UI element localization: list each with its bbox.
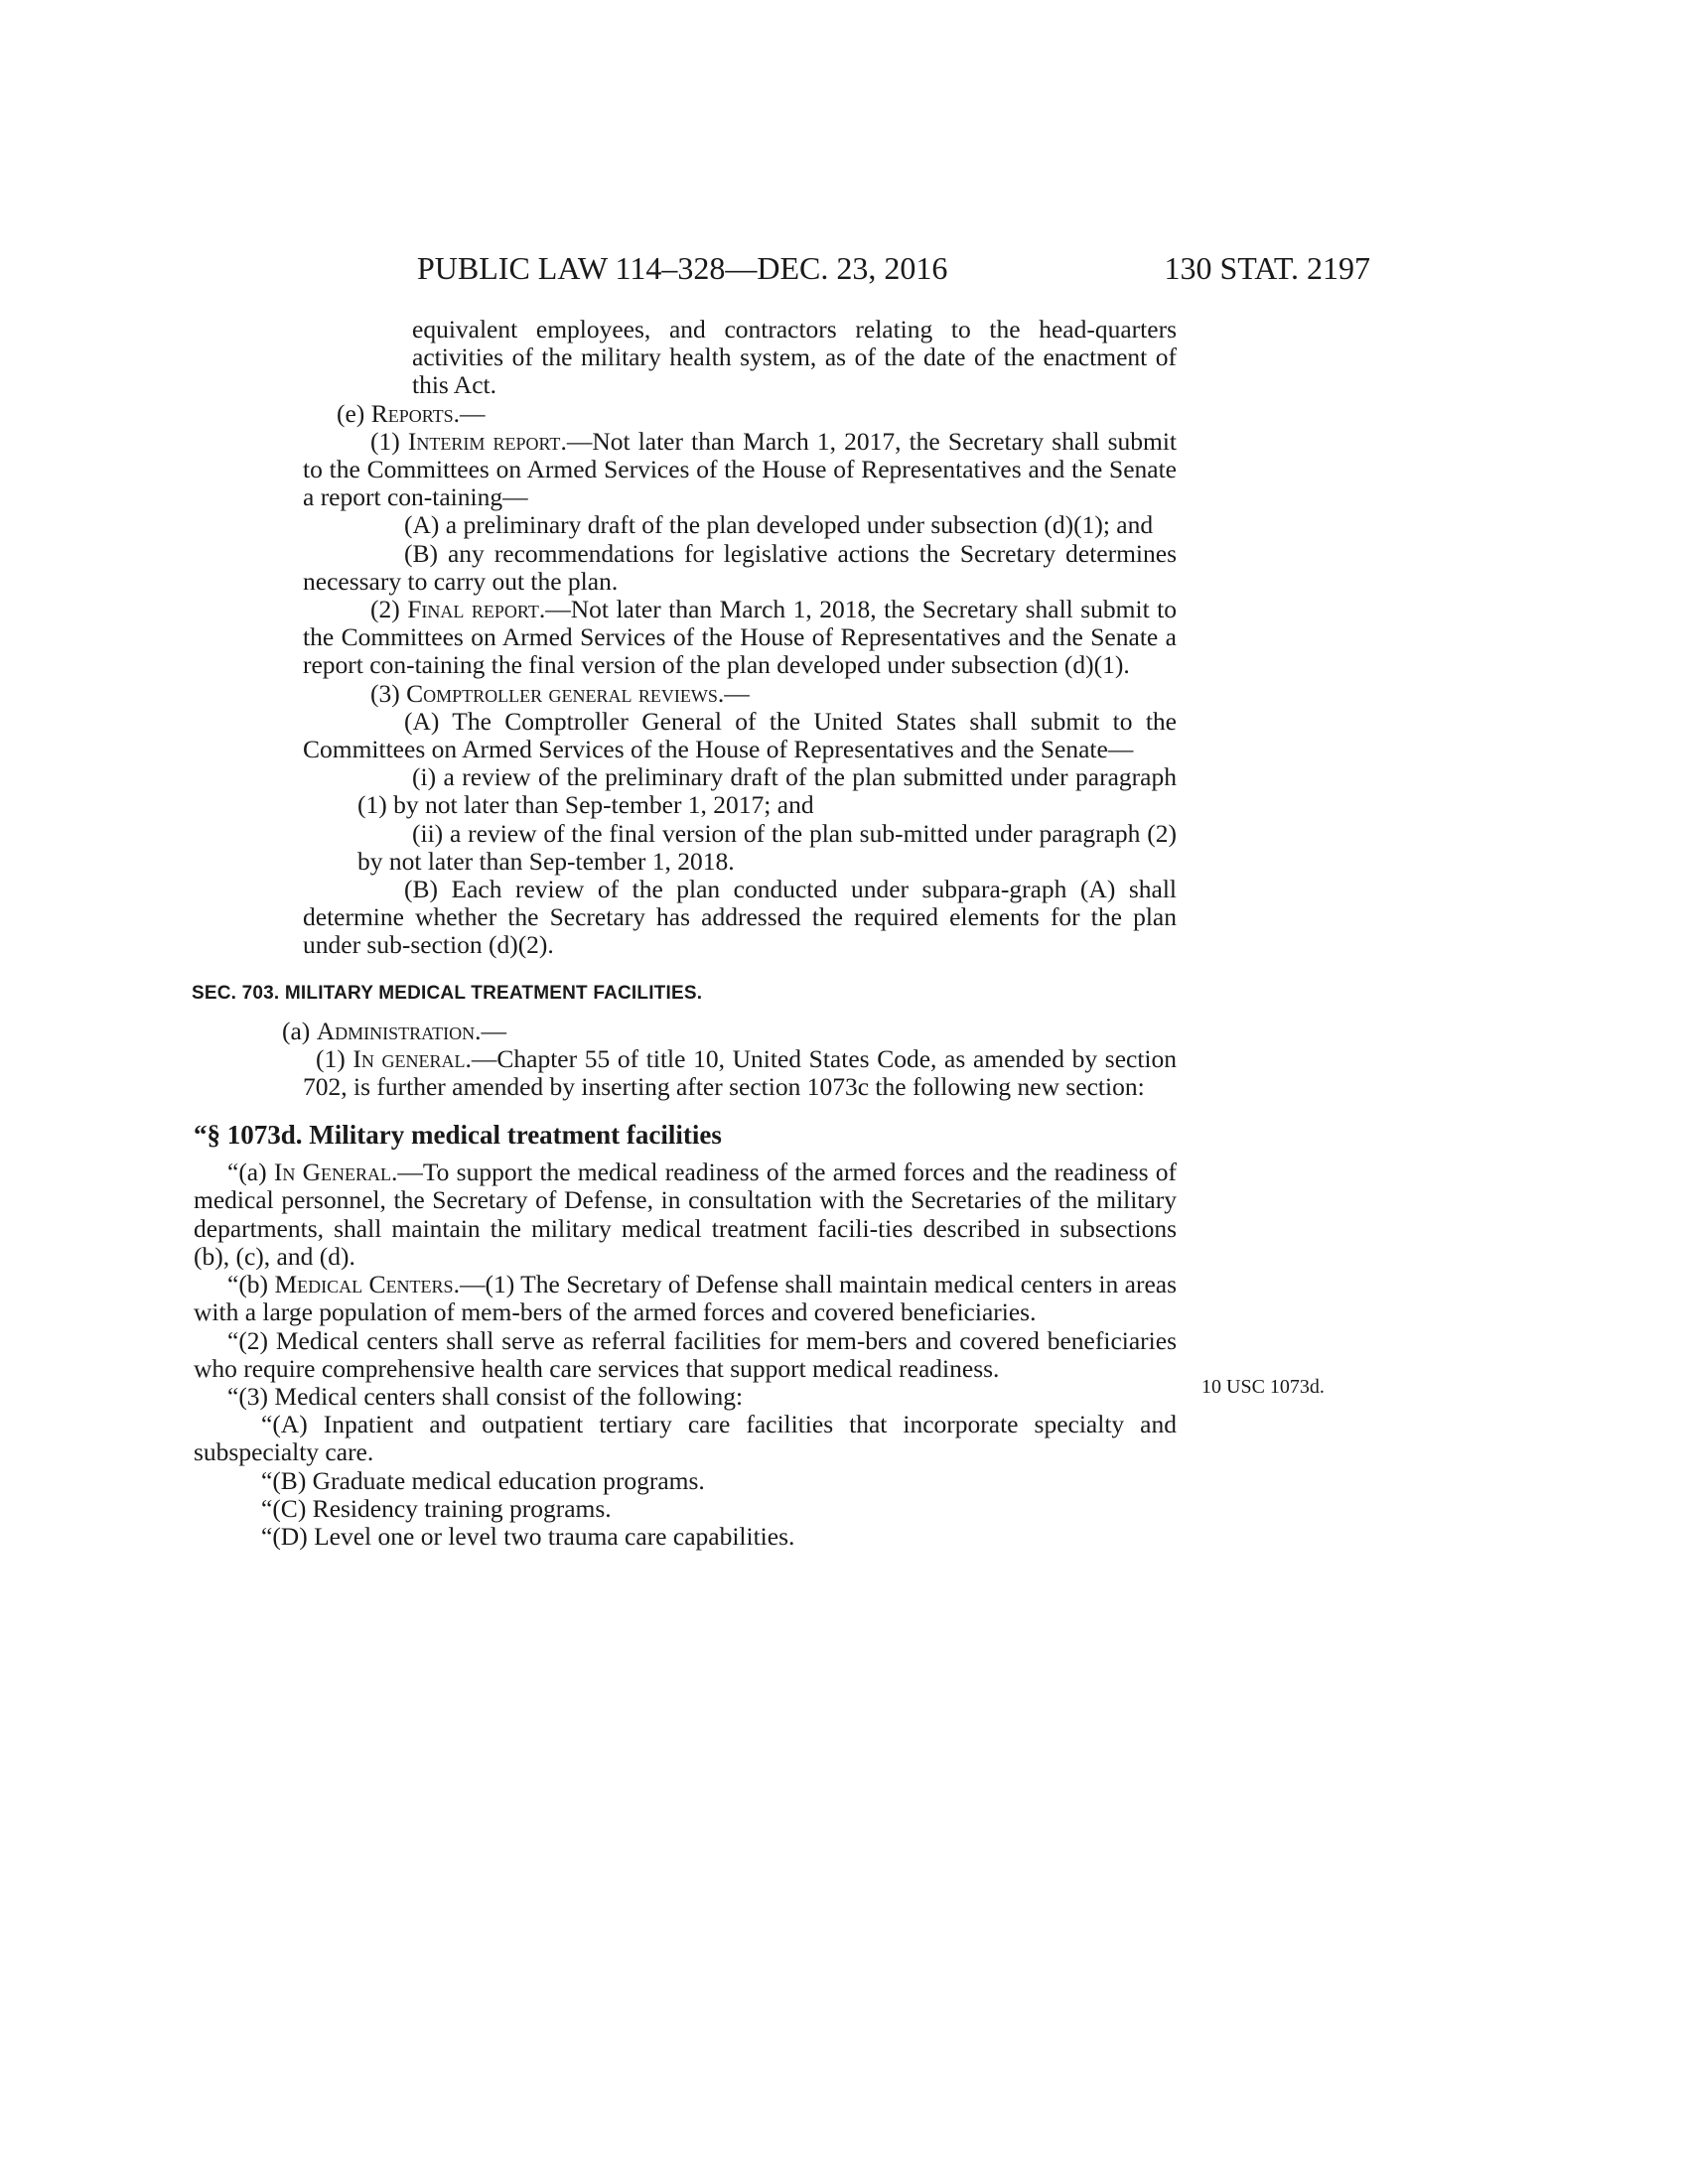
paragraph	[248, 1045, 1177, 1101]
paragraph-number: (1)	[370, 426, 400, 456]
code-subparagraph: “(C) Residency training programs.	[261, 1493, 612, 1523]
paragraph	[303, 680, 1177, 708]
code-subsection	[194, 1159, 1177, 1271]
code-subparagraph: “(A) Inpatient and outpatient tertiary care facilities that incorporate specialty and subspecialty care.	[194, 1410, 1177, 1467]
subsection-dash: .—	[475, 1016, 506, 1045]
subparagraph: (B) any recommendations for legislative actions the Secretary determines necessary to carry out the plan.	[303, 538, 1177, 596]
paragraph-number: (3)	[370, 678, 400, 708]
paragraph-text: .—Not later than March 1, 2017, the Secretary shall submit to the Committees on Armed Services of the House of Representatives and the Senate a report con-taining—	[303, 426, 1178, 512]
code-subparagraph: “(B) Graduate medical education programs.	[261, 1465, 705, 1495]
subsection-number: “(a)	[227, 1158, 267, 1187]
code-paragraph: “(2) Medical centers shall serve as referral facilities for mem-bers and covered beneficiaries who require comprehensive health care services that support medical readiness.	[194, 1325, 1177, 1383]
paragraph	[303, 596, 1177, 680]
subsection-caption: Administration	[316, 1016, 476, 1045]
subsection-caption: Reports	[370, 398, 454, 428]
paragraph-number: (1)	[316, 1043, 346, 1073]
code-section-heading: “§ 1073d. Military medical treatment facilities	[194, 1120, 722, 1151]
subsection-text: .—(1) The Secretary of Defense shall maintain medical centers in areas with a large population of mem-bers of the armed forces and covered beneficiaries.	[194, 1270, 1178, 1327]
clause: (ii) a review of the final version of the plan sub-mitted under paragraph (2) by not later than Sep-tember 1, 2018.	[357, 818, 1177, 876]
section-703-body	[194, 1016, 1178, 1551]
subparagraph: (A) The Comptroller General of the United States shall submit to the Committees on Armed Services of the House of Representatives and the Senate—	[303, 706, 1177, 764]
subparagraph: (B) Each review of the plan conducted under subpara-graph (A) shall determine whether the Secretary has addressed the required elements for the plan under sub-section (d)(2).	[303, 875, 1177, 960]
subsection-caption: In General	[273, 1158, 392, 1187]
subsection-number: (a)	[282, 1016, 311, 1045]
paragraph-text: .—	[717, 678, 750, 708]
section-heading: SEC. 703. MILITARY MEDICAL TREATMENT FACILITIES.	[192, 982, 703, 1004]
paragraph-text: .—Not later than March 1, 2018, the Secretary shall submit to the Committees on Armed Services of the House of Representatives and the Senate a report con-taining the final version of the plan developed under subsection (d)(1).	[303, 595, 1177, 680]
document-body	[192, 315, 1178, 1551]
paragraph-caption: Final report	[407, 595, 539, 624]
code-section-body	[194, 1159, 1177, 1551]
code-subsection	[194, 1271, 1177, 1326]
page-header	[417, 248, 1370, 288]
subsection-caption: Medical Centers	[274, 1270, 454, 1299]
stat-page-number: 130 STAT. 2197	[1164, 250, 1370, 286]
paragraph-caption: Interim report	[407, 426, 561, 456]
paragraph-caption: In general	[352, 1043, 466, 1073]
subsection-heading-administration	[248, 1018, 1177, 1045]
code-paragraph: “(3) Medical centers shall consist of the following:	[227, 1381, 744, 1411]
paragraph-text: .—Chapter 55 of title 10, United States Code, as amended by section 702, is further amended by inserting after section 1073c the following new section:	[303, 1043, 1177, 1102]
margin-citation: 10 USC 1073d.	[1201, 1376, 1325, 1398]
paragraph-caption: Comptroller general reviews	[406, 678, 718, 708]
subsection-text: .—To support the medical readiness of the armed forces and the readiness of medical personnel, the Secretary of Defense, in consultation with the Secretaries of the military departments, shall maintain the military medical treatment facili-ties described in subsections (b), (c), and (d).	[194, 1158, 1178, 1271]
subsection-dash: .—	[453, 398, 486, 428]
running-head: PUBLIC LAW 114–328—DEC. 23, 2016	[417, 250, 948, 286]
code-subparagraph: “(D) Level one or level two trauma care capabilities.	[261, 1521, 795, 1551]
subsection-heading-reports	[303, 400, 1177, 428]
paragraph-number: (2)	[370, 595, 400, 624]
clause: (i) a review of the preliminary draft of the plan submitted under paragraph (1) by not later than Sep-tember 1, 2017; and	[357, 762, 1177, 820]
subsection-number: (e)	[337, 398, 365, 428]
paragraph: equivalent employees, and contractors relating to the head-quarters activities of the military health system, as of the date of the enactment of this Act.	[412, 315, 1177, 400]
subsection-number: “(b)	[227, 1270, 269, 1299]
paragraph	[303, 428, 1177, 512]
subparagraph: (A) a preliminary draft of the plan developed under subsection (d)(1); and	[404, 510, 1154, 540]
